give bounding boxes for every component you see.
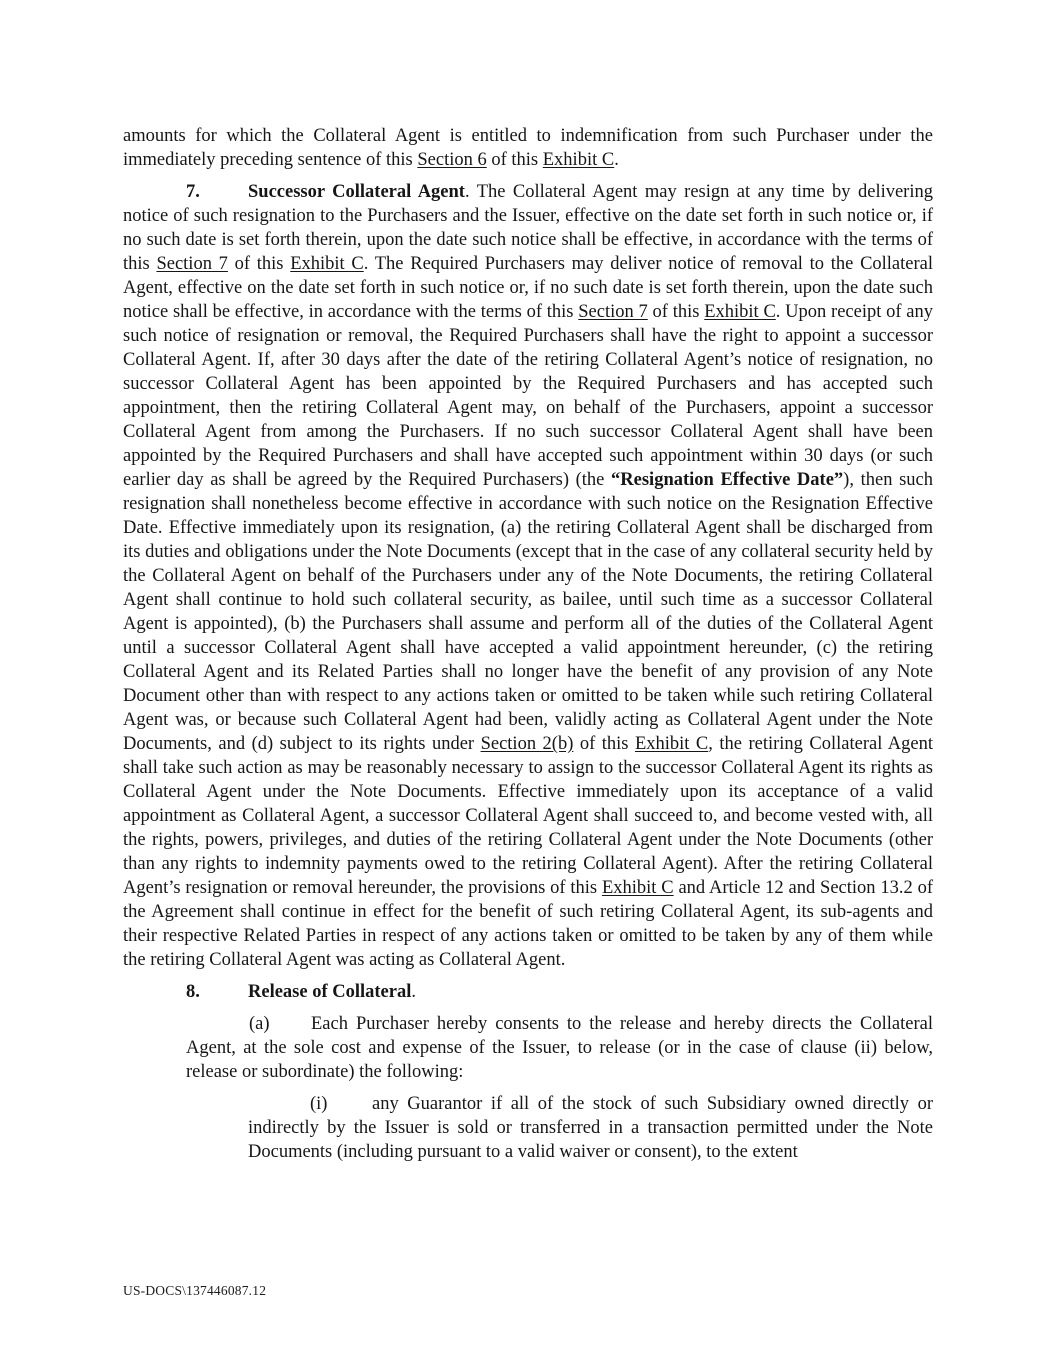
text-run: . The Collateral Agent may resign at any time by delivering notice of such resignation to the Purchasers and the Issuer, effective on the date set forth in such notice or, if no such date is set forth therein, upon the date such notice shall be effective, in accordance with the terms of this xyxy=(123,182,933,274)
text-run: . Upon receipt of any such notice of resignation or removal, the Required Purchasers shall have the right to appoint a successor Collateral Agent. If, after 30 days after the date of the retiring Collateral Agent’s notice of resignation, no successor Collateral Agent has been appointed by the Required Purchasers and has accepted such appointment, then the retiring Collateral Agent may, on behalf of the Purchasers, appoint a successor Collateral Agent from among the Purchasers. If no such successor Collateral Agent shall have been appointed by the Required Purchasers and shall have accepted such appointment within 30 days (or such earlier day as shall be agreed by the Required Purchasers) (the xyxy=(123,302,934,490)
cross-reference: Section 2(b) xyxy=(480,734,574,754)
text-run: ), then such resignation shall nonetheless become effective in accordance with such notice on the Resignation Effective Date. Effective immediately upon its resignation, (a) the retiring Collateral Agent shall be discharged from its duties and obligations under the Note Documents (except that in the case of any collateral security held by the Collateral Agent on behalf of the Purchasers under any of the Note Documents, the retiring Collateral Agent shall continue to hold such collateral security, as bailee, until such time as a successor Collateral Agent is appointed), (b) the Purchasers shall assume and perform all of the duties of the Collateral Agent until a successor Collateral Agent shall have accepted a valid appointment hereunder, (c) the retiring Collateral Agent and its Related Parties shall no longer have the benefit of any provision of any Note Document other than with respect to any actions taken or omitted to be taken while such retiring Collateral Agent was, or because such Collateral Agent had been, validly acting as Collateral Agent under the Note Documents, and (d) subject to its rights under xyxy=(123,470,933,754)
text-run: any Guarantor if all of the stock of such Subsidiary owned directly or indirectly by the Issuer is sold or transferred in a transaction permitted under the Note Documents (including pursuant to a valid waiver or consent), to the extent xyxy=(248,1094,933,1162)
paragraph-number: 7. xyxy=(186,182,200,202)
text-run: Release of Collateral xyxy=(248,982,412,1002)
section-8-heading xyxy=(123,980,933,1004)
cross-reference: Exhibit C xyxy=(704,302,776,322)
cross-reference: Section 6 xyxy=(417,150,487,170)
cross-reference: Exhibit C xyxy=(601,878,674,898)
cross-reference: Section 7 xyxy=(578,302,648,322)
text-run: of this xyxy=(486,150,543,170)
text-run: . The Required Purchasers may deliver notice of removal to the Collateral Agent, effective on the date set forth in such notice or, if no such date is set forth therein, upon the date such notice shall be effective, in accordance with the terms of this xyxy=(123,254,934,322)
paragraph-intro-continuation xyxy=(123,124,933,172)
text-run: . xyxy=(614,150,619,170)
clause-a-paragraph xyxy=(186,1012,933,1084)
text-run: of this xyxy=(647,302,705,322)
paragraph-number: (i) xyxy=(310,1094,328,1114)
cross-reference: Exhibit C xyxy=(290,254,364,274)
text-run: “Resignation Effective Date” xyxy=(611,470,844,490)
text-run: , the retiring Collateral Agent shall take such action as may be reasonably necessary to assign to the successor Collateral Agent its rights as Collateral Agent under the Note Documents. Effective immediately upon its acceptance of a valid appointment as Collateral Agent, a successor Collateral Agent shall succeed to, and become vested with, all the rights, powers, privileges, and duties of the retiring Collateral Agent under the Note Documents (other than any rights to indemnity payments owed to the retiring Collateral Agent). After the retiring Collateral Agent’s resignation or removal hereunder, the provisions of this xyxy=(123,734,934,898)
text-run: of this xyxy=(227,254,291,274)
text-run: and Article 12 and Section 13.2 of the Agreement shall continue in effect for the benefit of such retiring Collateral Agent, its sub-agents and their respective Related Parties in respect of any actions taken or omitted to be taken by any of them while the retiring Collateral Agent was acting as Collateral Agent. xyxy=(123,878,934,970)
document-body xyxy=(123,124,933,1172)
cross-reference: Section 7 xyxy=(156,254,228,274)
cross-reference: Exhibit C xyxy=(634,734,709,754)
text-run: Each Purchaser hereby consents to the release and hereby directs the Collateral Agent, at the sole cost and expense of the Issuer, to release (or in the case of clause (ii) below, release or subordinate) the following: xyxy=(186,1014,933,1082)
section-7-paragraph xyxy=(123,180,933,972)
text-run: of this xyxy=(573,734,635,754)
paragraph-number: (a) xyxy=(249,1014,270,1034)
text-run: Successor Collateral Agent xyxy=(248,182,465,202)
footer-doc-id: US-DOCS\137446087.12 xyxy=(123,1283,267,1298)
text-run: . xyxy=(411,982,416,1002)
clause-i-paragraph xyxy=(248,1092,933,1164)
paragraph-number: 8. xyxy=(186,982,200,1002)
cross-reference: Exhibit C xyxy=(542,150,615,170)
text-run: amounts for which the Collateral Agent is entitled to indemnification from such Purchaser under the immediately preceding sentence of this xyxy=(123,126,933,170)
